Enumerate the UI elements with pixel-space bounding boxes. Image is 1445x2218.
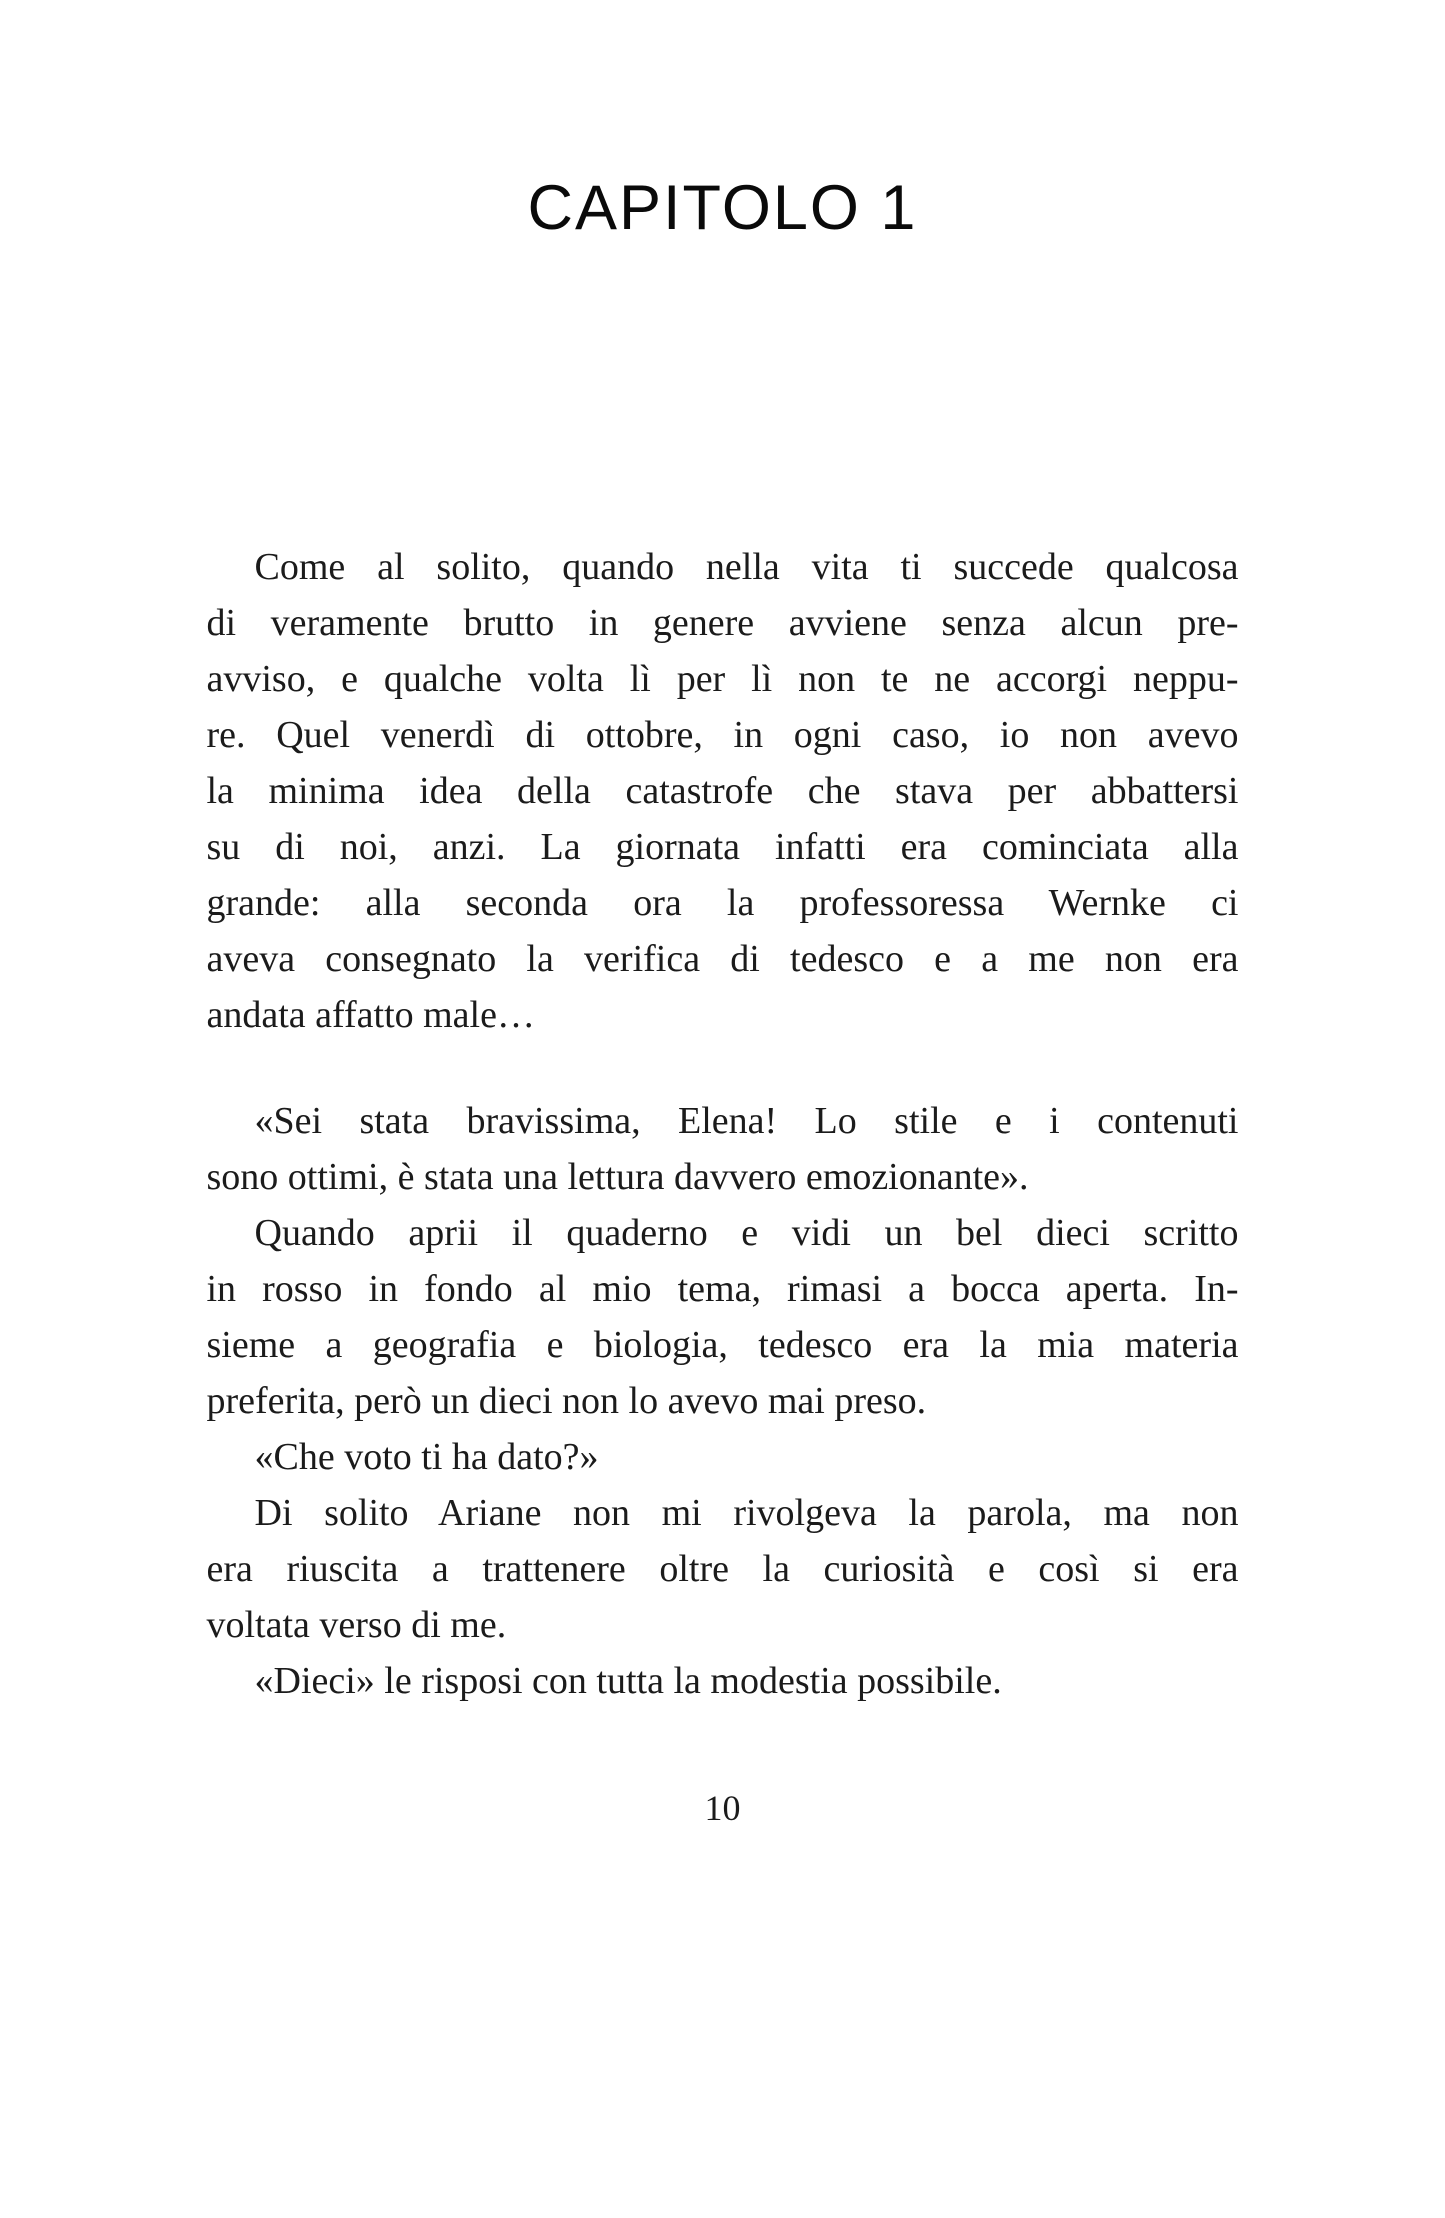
text-line: Quando aprii il quaderno e vidi un bel dieci scritto	[254, 1212, 1239, 1254]
paragraph	[207, 1429, 1239, 1485]
text-line: su di noi, anzi. La giornata infatti era cominciata alla	[206, 826, 1239, 868]
page-number: 10	[704, 1788, 741, 1828]
body-text	[207, 539, 1239, 1709]
text-line: sono ottimi, è stata una lettura davvero emozionante».	[206, 1156, 1029, 1198]
paragraph	[207, 1205, 1239, 1429]
text-line: «Che voto ti ha dato?»	[254, 1436, 599, 1478]
text-line: era riuscita a trattenere oltre la curiosità e così si era	[206, 1548, 1239, 1590]
text-line: Di solito Ariane non mi rivolgeva la parola, ma non	[254, 1492, 1239, 1534]
text-line: aveva consegnato la verifica di tedesco e a me non era	[206, 938, 1239, 980]
text-line: di veramente brutto in genere avviene senza alcun pre-	[206, 602, 1239, 644]
text-line: re. Quel venerdì di ottobre, in ogni caso, io non avevo	[206, 714, 1239, 756]
text-line: grande: alla seconda ora la professoressa Wernke ci	[206, 882, 1239, 924]
text-line: avviso, e qualche volta lì per lì non te ne accorgi neppu-	[206, 658, 1239, 700]
text-line: «Sei stata bravissima, Elena! Lo stile e i contenuti	[254, 1100, 1239, 1142]
paragraph	[207, 1653, 1239, 1709]
text-line: voltata verso di me.	[206, 1604, 507, 1646]
paragraph	[207, 539, 1239, 1043]
paragraph	[207, 1093, 1239, 1205]
chapter-heading: CAPITOLO 1	[527, 173, 918, 243]
text-line: preferita, però un dieci non lo avevo mai preso.	[206, 1380, 927, 1422]
text-line: andata affatto male…	[206, 994, 535, 1036]
text-line: la minima idea della catastrofe che stava per abbattersi	[206, 770, 1239, 812]
text-line: Come al solito, quando nella vita ti succede qualcosa	[254, 546, 1239, 588]
text-line: «Dieci» le risposi con tutta la modestia possibile.	[254, 1660, 1002, 1702]
paragraph	[207, 1485, 1239, 1653]
text-line: sieme a geografia e biologia, tedesco era la mia materia	[206, 1324, 1239, 1366]
text-line: in rosso in fondo al mio tema, rimasi a bocca aperta. In-	[206, 1268, 1239, 1310]
